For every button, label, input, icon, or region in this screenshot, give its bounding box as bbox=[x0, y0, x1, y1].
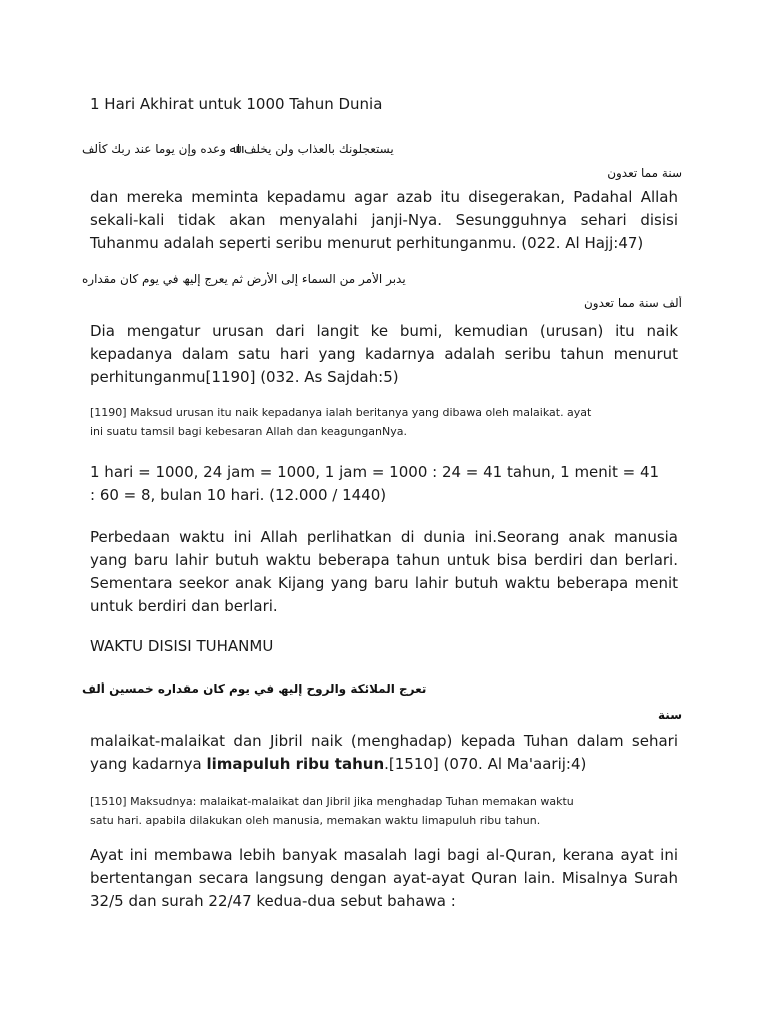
translation-sajdah-5-line3: perhitunganmu[1190] (032. As Sajdah:5) bbox=[90, 368, 399, 386]
calculation-line1: 1 hari = 1000, 24 jam = 1000, 1 jam = 1000 : 24 = 41 tahun, 1 menit = 41 bbox=[90, 463, 660, 481]
footnote-1510-line1: [1510] Maksudnya: malaikat-malaikat dan Jibril jika menghadap Tuhan memakan waktu bbox=[90, 795, 574, 808]
arabic-verse-maarij-4-line1: ﺗﻌﺮج اﻟﻤﻼﺋﻜﺔ واﻟﺮوح إﻟﯿﮫ ﻓﻲ ﯾﻮم ﻛﺎن ﻣﻘﺪاره ﺧﻤﺴﯿﻦ أﻟﻒ bbox=[82, 682, 427, 696]
translation-hajj-47-line3: Tuhanmu adalah seperti seribu menurut perhitunganmu. (022. Al Hajj:47) bbox=[90, 234, 644, 252]
paragraph1-line4: untuk berdiri dan berlari. bbox=[90, 597, 278, 615]
arabic-verse-sajdah-5-line1: ﯾﺪﺑﺮ اﻷﻣﺮ ﻣﻦ اﻟﺴﻤﺎء إﻟﻰ اﻷرض ﺛﻢ ﯾﻌﺮج إﻟﯿﮫ ﻓﻲ ﯾﻮم ﻛﺎن ﻣﻘﺪاره bbox=[82, 272, 406, 286]
paragraph2-line3: 32/5 dan surah 22/47 kedua-dua sebut bahawa : bbox=[90, 892, 456, 910]
paragraph1-line3: Sementara seekor anak Kijang yang baru lahir butuh waktu beberapa menit bbox=[90, 574, 678, 592]
translation-hajj-47-line2: sekali-kali tidak akan menyalahi janji-Nya. Sesungguhnya sehari disisi bbox=[90, 211, 678, 229]
translation-hajj-47-line1: dan mereka meminta kepadamu agar azab itu disegerakan, Padahal Allah bbox=[90, 188, 678, 206]
paragraph1-line1: Perbedaan waktu ini Allah perlihatkan di dunia ini.Seorang anak manusia bbox=[90, 528, 678, 546]
arabic-verse-hajj-47-line1: ﯾﺴﺘﻌﺠﻠﻮﻧﻚ ﺑﺎﻟﻌﺬاب وﻟﻦ ﯾﺨﻠﻒ اﷲ وﻋﺪه وإن ﯾﻮﻣﺎ ﻋﻨﺪ رﺑﻚ ﻛﺄﻟﻒ bbox=[82, 142, 394, 156]
arabic-verse-hajj-47-line2: ﺳﻨﺔ ﻣﻤﺎ ﺗﻌﺪون bbox=[607, 166, 682, 180]
calculation-line2: : 60 = 8, bulan 10 hari. (12.000 / 1440) bbox=[90, 486, 387, 504]
page-title: 1 Hari Akhirat untuk 1000 Tahun Dunia bbox=[90, 95, 383, 113]
section-heading-waktu: WAKTU DISISI TUHANMU bbox=[90, 637, 274, 655]
translation-sajdah-5-line2: kepadanya dalam satu hari yang kadarnya adalah seribu tahun menurut bbox=[90, 345, 678, 363]
translation-maarij-4-line1: malaikat-malaikat dan Jibril naik (menghadap) kepada Tuhan dalam sehari bbox=[90, 732, 678, 750]
arabic-verse-sajdah-5-line2: أﻟﻒ ﺳﻨﺔ ﻣﻤﺎ ﺗﻌﺪون bbox=[583, 296, 682, 310]
translation-maarij-4-text-before: yang kadarnya bbox=[90, 755, 207, 773]
translation-sajdah-5-line1: Dia mengatur urusan dari langit ke bumi, kemudian (urusan) itu naik bbox=[90, 322, 678, 340]
footnote-1510-line2: satu hari. apabila dilakukan oleh manusia, memakan waktu limapuluh ribu tahun. bbox=[90, 814, 541, 827]
paragraph2-line2: bertentangan secara langsung dengan ayat-ayat Quran lain. Misalnya Surah bbox=[90, 869, 678, 887]
translation-maarij-4-line2 bbox=[90, 755, 586, 774]
arabic-verse-maarij-4-line2: ﺳﻨﺔ bbox=[658, 708, 682, 722]
footnote-1190-line2: ini suatu tamsil bagi kebesaran Allah dan keagunganNya. bbox=[90, 425, 407, 438]
translation-maarij-4-text-after: .[1510] (070. Al Ma'aarij:4) bbox=[384, 755, 587, 773]
emphasis-limapuluh-ribu-tahun: limapuluh ribu tahun bbox=[206, 755, 385, 773]
paragraph1-line2: yang baru lahir butuh waktu beberapa tahun untuk bisa berdiri dan berlari. bbox=[90, 551, 678, 569]
paragraph2-line1: Ayat ini membawa lebih banyak masalah lagi bagi al-Quran, kerana ayat ini bbox=[90, 846, 678, 864]
footnote-1190-line1: [1190] Maksud urusan itu naik kepadanya ialah beritanya yang dibawa oleh malaikat. ayat bbox=[90, 406, 592, 419]
